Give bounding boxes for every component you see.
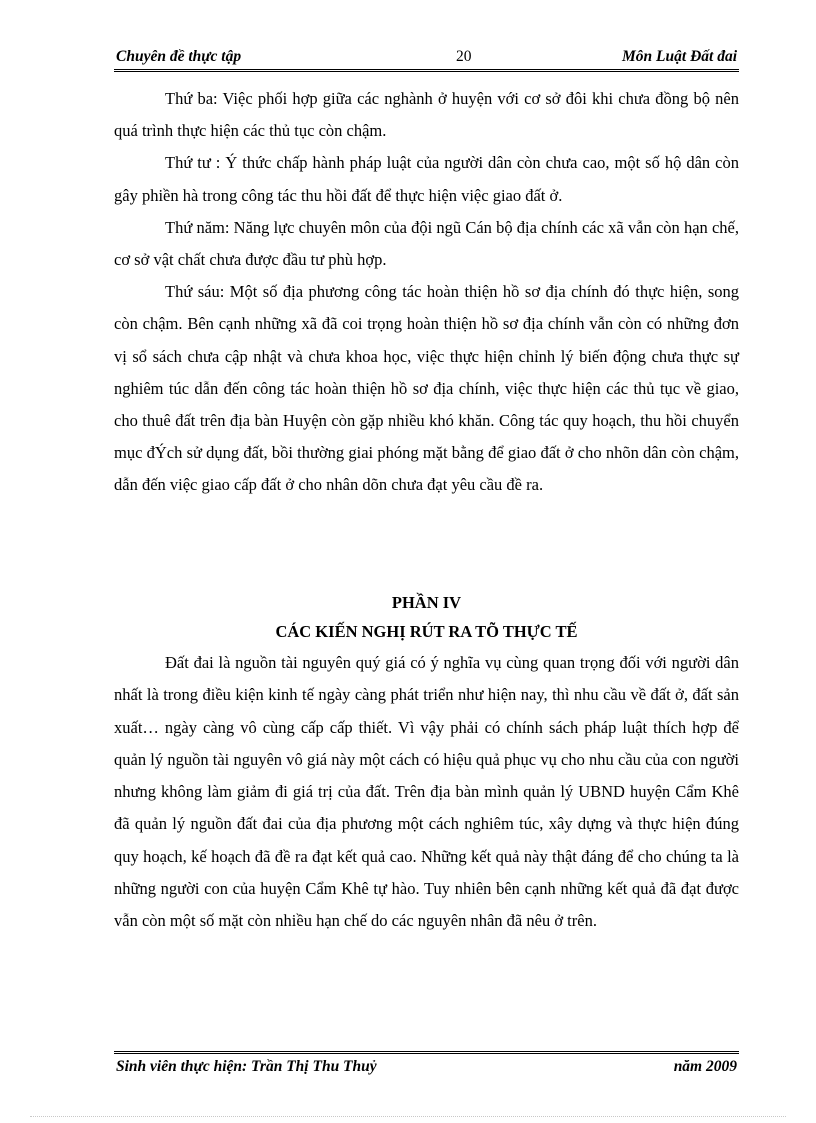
part-number: PHẦN IV <box>391 593 462 612</box>
page-bottom-divider <box>30 1116 786 1117</box>
paragraph-fifth: Thứ năm: Năng lực chuyên môn của đội ngũ Cán bộ địa chính các xã vẫn còn hạn chế, cơ sở vật chất chưa được đầu tư phù hợp. <box>114 217 739 270</box>
section-recommendations <box>114 647 739 938</box>
page-header <box>114 46 739 72</box>
paragraph-third: Thứ ba: Việc phối hợp giữa các nghành ở huyện với cơ sở đôi khi chưa đồng bộ nên quá trình thực hiện các thủ tục còn chậm. <box>114 89 739 141</box>
footer-student: Sinh viên thực hiện: Trần Thị Thu Thuỷ <box>116 1058 377 1075</box>
page-footer <box>114 1051 739 1081</box>
part-title: CÁC KIẾN NGHỊ RÚT RA TÕ THỰC TẾ <box>275 622 578 641</box>
footer-year: năm 2009 <box>673 1058 737 1075</box>
paragraph-intro: Đất đai là nguồn tài nguyên quý giá có ý nghĩa vụ cùng quan trọng đối với người dân nhất là trong điều kiện kinh tế ngày càng phát triển như hiện nay, thì nhu cầu về đất ở, đất sản xuất… ngày càng vô cùng cấp cấp thiết. Vì vậy phải có chính sách pháp luật thích hợp để quản lý nguồn tài nguyên vô giá này một cách có hiệu quả phục vụ cho nhu cầu của con người nhưng không làm giảm đi giá trị của đất. Trên địa bàn mình quản lý UBND huyện Cẩm Khê đã quản lý nguồn đất đai của địa phương một cách nghiêm túc, xây dựng và thực hiện đúng quy hoạch, kế hoạch đã đề ra đạt kết quả cao. Những kết quả này thật đáng để cho chúng ta là những người con của huyện Cẩm Khê tự hào. Tuy nhiên bên cạnh những kết quả đã đạt được vẫn còn một số mặt còn nhiều hạn chế do các nguyên nhân đã nêu ở trên. <box>114 653 739 931</box>
part-heading <box>114 588 739 646</box>
header-report-title: Chuyên đề thực tập <box>116 48 242 65</box>
page-number: 20 <box>456 48 472 65</box>
paragraph-fourth: Thứ tư : Ý thức chấp hành pháp luật của người dân còn chưa cao, một số hộ dân còn gây phiền hà trong công tác thu hồi đất để thực hiện việc giao đất ở. <box>114 153 739 205</box>
section-limitations <box>114 83 739 502</box>
header-course-title: Môn Luật Đất đai <box>622 48 737 65</box>
paragraph-sixth: Thứ sáu: Một số địa phương công tác hoàn thiện hồ sơ địa chính đó thực hiện, song còn chậm. Bên cạnh những xã đã coi trọng hoàn thiện hồ sơ địa chính vẫn còn có những đơn vị sổ sách chưa cập nhật và chưa khoa học, việc thực hiện chỉnh lý biến động chưa thực sự nghiêm túc dẫn đến công tác hoàn thiện hồ sơ địa chính, việc thực hiện các thủ tục về giao, cho thuê đất trên địa bàn Huyện còn gặp nhiều khó khăn. Công tác quy hoạch, thu hồi chuyển mục đÝch sử dụng đất, bồi thường giai phóng mặt bằng để giao đất ở cho nhõn dân còn chậm, dẫn đến việc giao cấp đất ở cho nhân dõn chưa đạt yêu cầu đề ra. <box>114 282 739 495</box>
